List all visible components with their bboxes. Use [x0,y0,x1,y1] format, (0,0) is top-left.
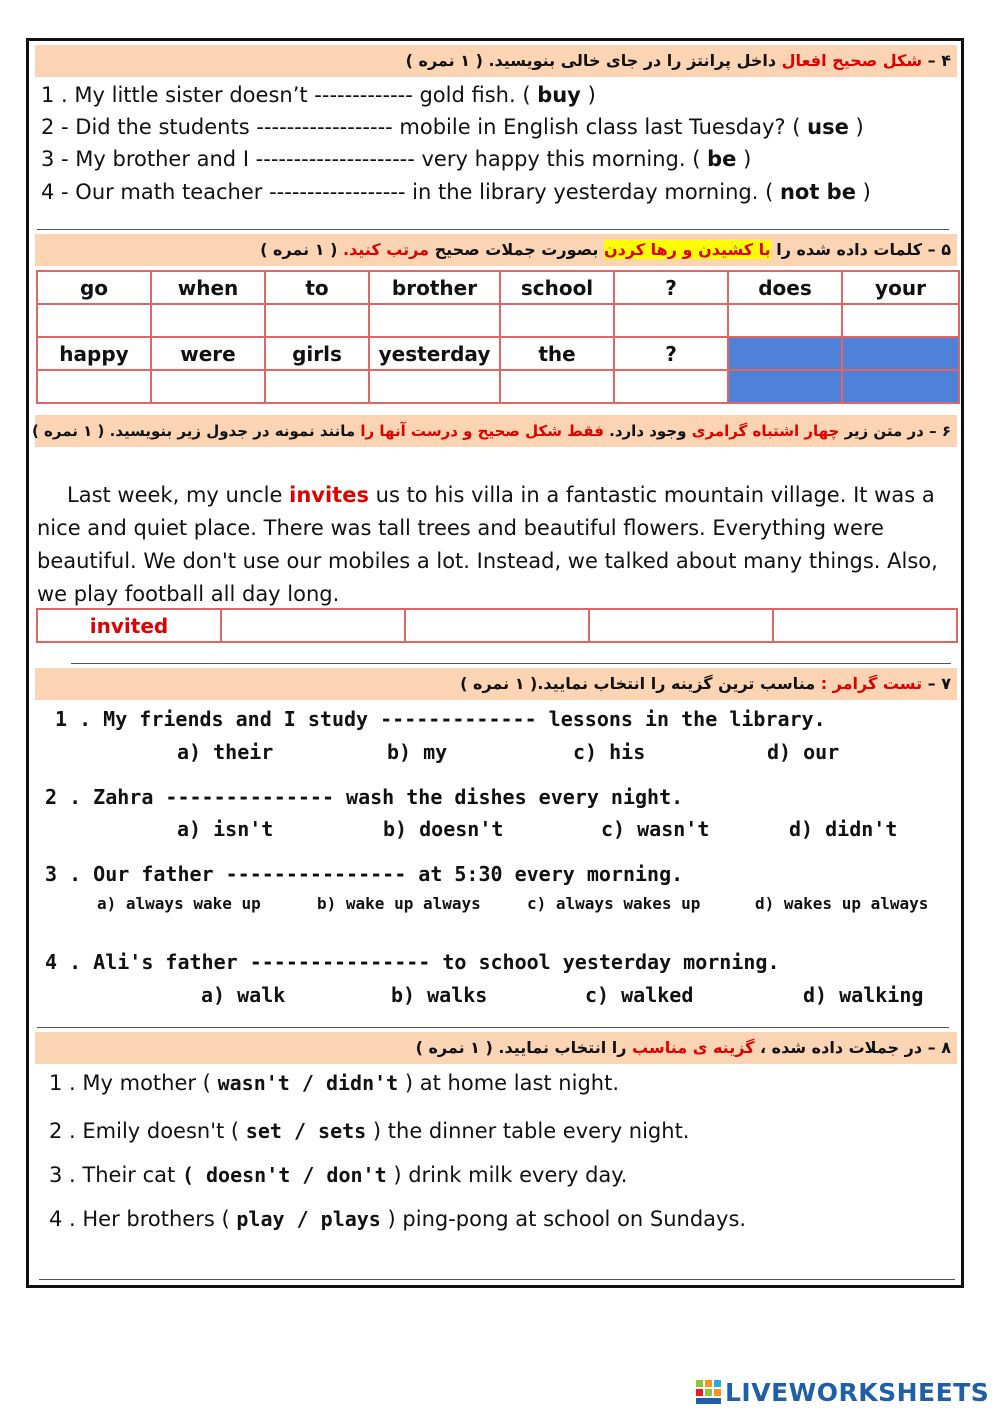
drop-slot[interactable] [265,304,369,337]
s4-item-3: 3 - My brother and I --------------------- very happy this morning. ( be ) [41,147,752,171]
q1-option-d[interactable]: d) our [767,740,840,764]
drop-row-2 [37,370,959,403]
s8-item-1: 1 . My mother ( wasn't / didn't ) at home last night. [49,1071,619,1095]
word-tile[interactable]: the [500,337,614,370]
word-order-grid [36,270,960,404]
liveworksheets-logo-icon [696,1380,722,1404]
answer-cell[interactable] [221,609,405,642]
word-tile[interactable]: go [37,271,151,304]
divider [37,1027,949,1028]
word-tile[interactable]: when [151,271,265,304]
word-tile[interactable]: school [500,271,614,304]
word-tile[interactable]: does [728,271,842,304]
drop-slot[interactable] [37,370,151,403]
q3-stem: 3 . Our father --------------- at 5:30 every morning. [45,862,684,886]
answer-cell[interactable]: invited [37,609,221,642]
blank-cell [728,370,842,403]
blank-cell [728,337,842,370]
section4-header: ۴ – شکل صحیح افعال داخل پرانتز را در جای خالی بنویسید. ( ۱ نمره ) [35,45,957,77]
section6-header: ۶ – در متن زیر چهار اشتباه گرامری وجود دارد. فقط شکل صحیح و درست آنها را مانند نمونه در جدول زیر بنویسید. ( ۱ نمره ) [35,415,957,447]
s8-choice-1[interactable]: wasn't / didn't [217,1071,399,1095]
drop-slot[interactable] [37,304,151,337]
q1-option-c[interactable]: c) his [573,740,646,764]
blank-cell [842,370,959,403]
q4-option-a[interactable]: a) walk [201,983,286,1007]
s8-item-3: 3 . Their cat ( doesn't / don't ) drink milk every day. [49,1163,628,1187]
word-tile[interactable]: ? [614,337,728,370]
word-tile[interactable]: to [265,271,369,304]
drop-slot[interactable] [614,304,728,337]
answer-cell[interactable] [589,609,773,642]
q2-option-a[interactable]: a) isn't [177,817,274,841]
liveworksheets-logo [696,1378,992,1406]
s4-item-2: 2 - Did the students ------------------ mobile in English class last Tuesday? ( use ) [41,115,864,139]
q3-option-b[interactable]: b) wake up always [317,894,481,913]
section5-header: ۵ – کلمات داده شده را با کشیدن و رها کردن بصورت جملات صحیح مرتب کنید. ( ۱ نمره ) [35,234,957,266]
answer-cell[interactable] [773,609,957,642]
drop-slot[interactable] [500,370,614,403]
word-tile[interactable]: girls [265,337,369,370]
s4-item-1: 1 . My little sister doesn’t ------------- gold fish. ( buy ) [41,83,596,107]
drop-slot[interactable] [369,304,500,337]
word-tile[interactable]: happy [37,337,151,370]
word-tile[interactable]: brother [369,271,500,304]
drop-slot[interactable] [151,304,265,337]
word-tile[interactable]: were [151,337,265,370]
drop-slot[interactable] [265,370,369,403]
blank-cell [842,337,959,370]
drop-slot[interactable] [151,370,265,403]
s8-choice-4[interactable]: play / plays [236,1207,381,1231]
divider [37,229,949,230]
q4-option-b[interactable]: b) walks [391,983,488,1007]
q4-stem: 4 . Ali's father --------------- to school yesterday morning. [45,950,780,974]
drop-slot[interactable] [728,304,842,337]
word-tile[interactable]: ? [614,271,728,304]
s8-choice-3[interactable]: ( doesn't / don't [181,1163,387,1187]
q3-option-a[interactable]: a) always wake up [97,894,261,913]
word-tile[interactable]: your [842,271,959,304]
word-row-1 [37,271,959,304]
section8-header: ۸ – در جملات داده شده ، گزینه ی مناسب را انتخاب نمایید. ( ۱ نمره ) [35,1032,957,1064]
section7-header: ۷ – تست گرامر : مناسب ترین گزینه را انتخاب نمایید.( ۱ نمره ) [35,668,957,700]
drop-slot[interactable] [500,304,614,337]
drop-slot[interactable] [614,370,728,403]
word-row-2 [37,337,959,370]
answer-cell[interactable] [405,609,589,642]
q2-option-c[interactable]: c) wasn't [601,817,710,841]
word-tile[interactable]: yesterday [369,337,500,370]
q1-stem: 1 . My friends and I study ------------- lessons in the library. [55,707,826,731]
correction-table [36,608,958,643]
s8-item-4: 4 . Her brothers ( play / plays ) ping-pong at school on Sundays. [49,1207,747,1231]
q2-stem: 2 . Zahra -------------- wash the dishes every night. [45,785,684,809]
s8-item-2: 2 . Emily doesn't ( set / sets ) the dinner table every night. [49,1119,690,1143]
drop-slot[interactable] [369,370,500,403]
error-paragraph: Last week, my uncle invites us to his villa in a fantastic mountain village. It was a nice and quiet place. There was tall trees and beautiful flowers. Everything were beautiful. We don't use our mobiles a lot. Instead, we talked about many things. Also, we play football all day long. [37,483,938,606]
q1-option-b[interactable]: b) my [387,740,448,764]
q4-option-d[interactable]: d) walking [803,983,924,1007]
q2-option-d[interactable]: d) didn't [789,817,898,841]
q3-option-c[interactable]: c) always wakes up [527,894,701,913]
worksheet [26,38,964,1288]
divider [71,663,951,664]
drop-row-1 [37,304,959,337]
q1-option-a[interactable]: a) their [177,740,274,764]
s4-item-4: 4 - Our math teacher ------------------ in the library yesterday morning. ( not be ) [41,180,871,204]
s8-choice-2[interactable]: set / sets [245,1119,367,1143]
q3-option-d[interactable]: d) wakes up always [755,894,929,913]
logo-text: LIVEWORKSHEETS [725,1378,990,1407]
drop-slot[interactable] [842,304,959,337]
divider [39,1279,955,1280]
q2-option-b[interactable]: b) doesn't [383,817,504,841]
q4-option-c[interactable]: c) walked [585,983,694,1007]
